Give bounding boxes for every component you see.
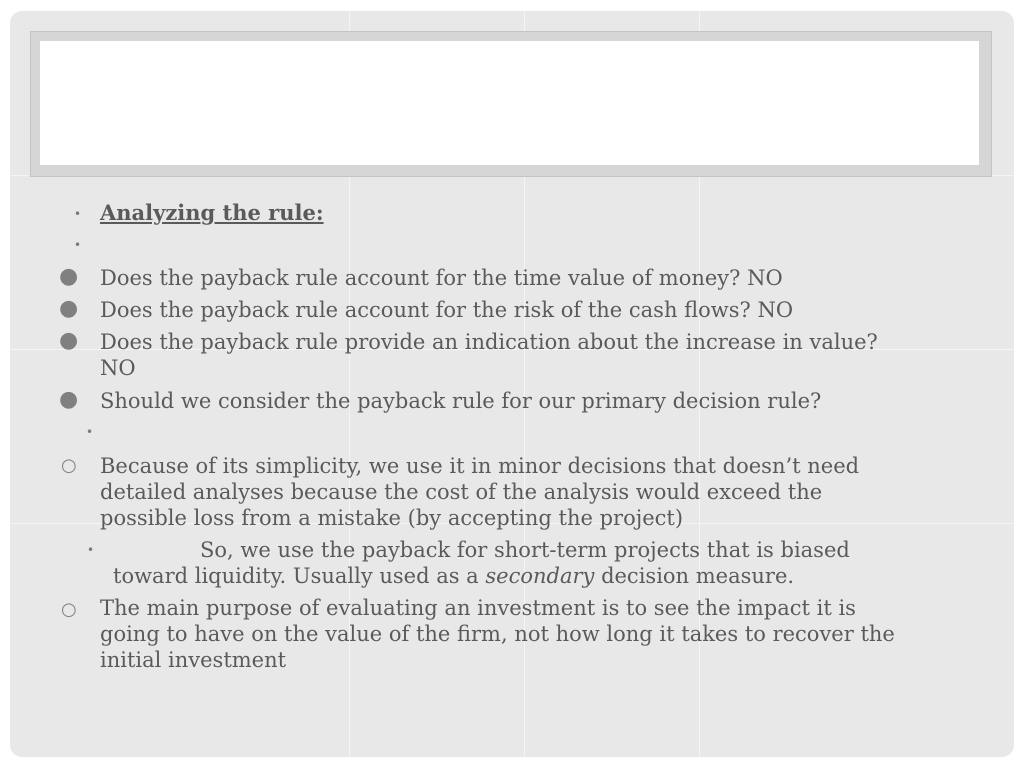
simplicity-line: possible loss from a mistake (by accepting the project) (100, 506, 684, 530)
slide (10, 11, 1014, 757)
question-item: Does the payback rule provide an indication about the increase in value? (100, 330, 878, 354)
purpose-line: initial investment (100, 648, 287, 672)
question-item: Does the payback rule account for the risk of the cash flows? NO (100, 298, 794, 322)
question-item: Does the payback rule account for the time value of money? NO (100, 266, 783, 290)
bullet-icon: ● (59, 328, 79, 353)
bullet-icon: • (87, 543, 95, 557)
question-item: Should we consider the payback rule for our primary decision rule? (100, 389, 822, 413)
short-term-line (113, 563, 794, 589)
bullet-icon: ● (59, 387, 79, 412)
bullet-icon: ● (59, 296, 79, 321)
slide-content (10, 11, 1014, 757)
purpose-line: going to have on the value of the firm, not how long it takes to recover the (100, 622, 895, 646)
simplicity-line: detailed analyses because the cost of the analysis would exceed the (100, 480, 823, 504)
circle-bullet-icon: ○ (61, 599, 77, 620)
bullet-icon: • (74, 238, 82, 252)
purpose-line: The main purpose of evaluating an investment is to see the impact it is (100, 596, 856, 620)
bullet-icon: • (74, 207, 82, 221)
short-term-emphasis: secondary (485, 564, 595, 588)
bullet-icon: • (86, 425, 94, 439)
question-item-continued: NO (100, 356, 136, 380)
bullet-icon: ● (59, 264, 79, 289)
circle-bullet-icon: ○ (61, 455, 77, 476)
short-term-text: decision measure. (594, 564, 795, 588)
short-term-text: toward liquidity. Usually used as a (113, 564, 486, 588)
short-term-line: So, we use the payback for short-term projects that is biased (200, 538, 850, 562)
simplicity-line: Because of its simplicity, we use it in minor decisions that doesn’t need (100, 454, 860, 478)
section-heading: Analyzing the rule: (100, 200, 324, 225)
